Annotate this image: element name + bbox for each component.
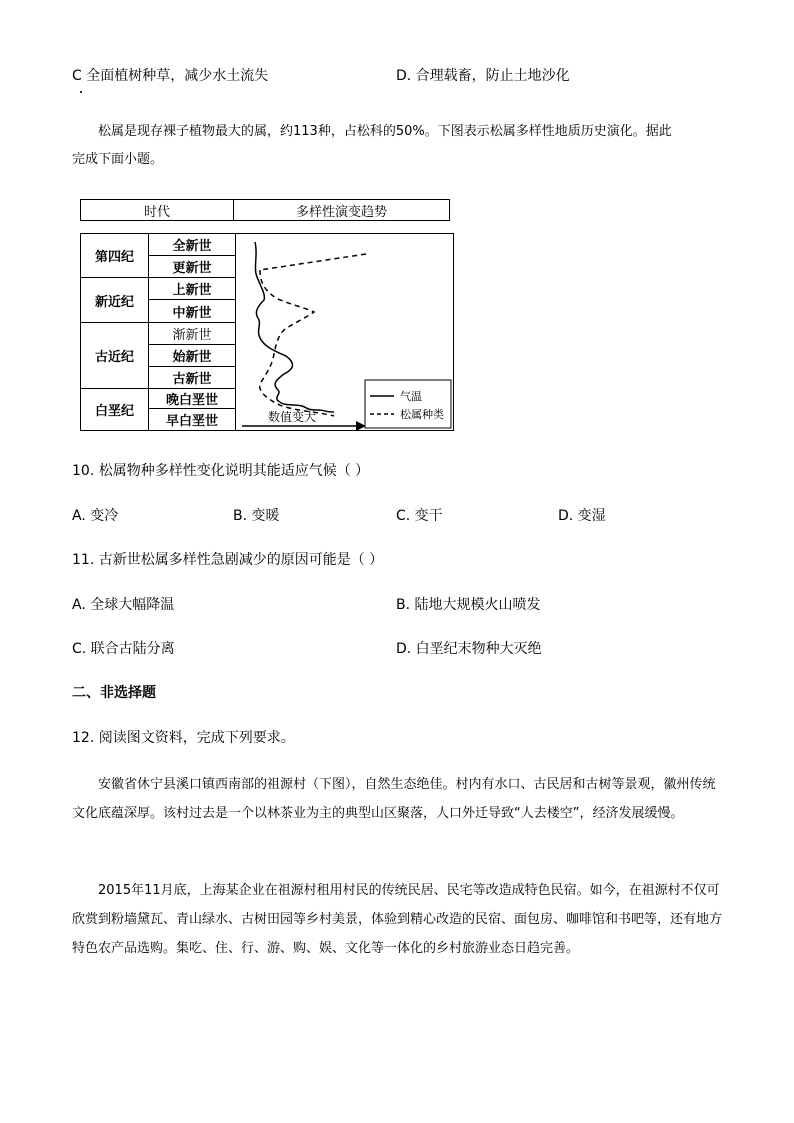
q11-stem: 11. 古新世松属多样性急剧减少的原因可能是（ ）: [72, 552, 384, 568]
q12-stem: 12. 阅读图文资料，完成下列要求。: [72, 730, 295, 746]
epoch-pliocene: 上新世: [149, 278, 236, 300]
temperature-line: [255, 242, 334, 412]
trend-curves: [236, 234, 453, 430]
epoch-paleocene: 古新世: [149, 367, 236, 389]
epoch-early-cretaceous: 早白垩世: [149, 409, 236, 430]
era-paleogene: 古近纪: [81, 323, 149, 389]
legend-species-label: 松属种类: [400, 408, 444, 421]
section-title: 二、非选择题: [72, 685, 156, 701]
figure-header: [80, 199, 450, 221]
intro-line-2: 完成下面小题。: [72, 152, 164, 167]
axis-label: 数值变大: [268, 410, 317, 424]
q12-paragraph-1: [72, 770, 722, 828]
header-trend: 多样性演变趋势: [295, 204, 387, 220]
epoch-eocene: 始新世: [149, 345, 236, 367]
q10-option-c: C. 变干: [396, 508, 443, 524]
era-quaternary: 第四纪: [81, 234, 149, 278]
intro-line-1: 松属是现存裸子植物最大的属，约113种，占松科的50%。下图表示松属多样性地质历史演化。据此: [98, 124, 672, 139]
q10-stem: 10. 松属物种多样性变化说明其能适应气候（ ）: [72, 463, 370, 479]
era-cretaceous: 白垩纪: [81, 389, 149, 430]
epoch-oligocene: 渐新世: [149, 323, 236, 345]
epoch-pleistocene: 更新世: [149, 256, 236, 278]
q10-option-a: A. 变冷: [72, 508, 119, 524]
q10-option-b: B. 变暖: [233, 508, 280, 524]
figure-body: [80, 233, 454, 431]
species-line: [260, 254, 366, 416]
legend-temp-label: 气温: [400, 390, 422, 403]
q12-paragraph-2-text: 2015年11月底，上海某企业在祖源村租用村民的传统民居、民宅等改造成特色民宿。如今，在祖源村不仅可欣赏到粉墙黛瓦、青山绿水、古树田园等乡村美景，体验到精心改造的民宿、面包房、咖啡馆和书吧等，还有地方特色农产品选购。集吃、住、行、游、购、娱、文化等一体化的乡村旅游业态日趋完善。: [72, 883, 723, 956]
era-neogene: 新近纪: [81, 278, 149, 323]
q12-paragraph-1-text: 安徽省休宁县溪口镇西南部的祖源村（下图），自然生态绝佳。村内有水口、古民居和古树等景观，徽州传统文化底蕴深厚。该村过去是一个以林茶业为主的典型山区聚落，人口外迁导致“人去楼空”，经济发展缓慢。: [72, 777, 716, 821]
q11-option-d: D. 白垩纪末物种大灭绝: [396, 641, 542, 657]
option-c-prev: C 全面植树种草，减少水土流失: [72, 68, 269, 84]
option-d-prev: D. 合理载畜，防止土地沙化: [396, 68, 570, 84]
epoch-miocene: 中新世: [149, 300, 236, 323]
q12-paragraph-2: [72, 876, 722, 963]
q11-option-a: A. 全球大幅降温: [72, 597, 175, 613]
q11-option-c: C. 联合古陆分离: [72, 641, 175, 657]
header-era: 时代: [81, 200, 234, 220]
q10-option-d: D. 变湿: [558, 508, 606, 524]
epoch-holocene: 全新世: [149, 234, 236, 256]
q11-option-b: B. 陆地大规模火山喷发: [396, 597, 541, 613]
epoch-late-cretaceous: 晚白垩世: [149, 389, 236, 409]
stray-mark: [80, 91, 82, 93]
